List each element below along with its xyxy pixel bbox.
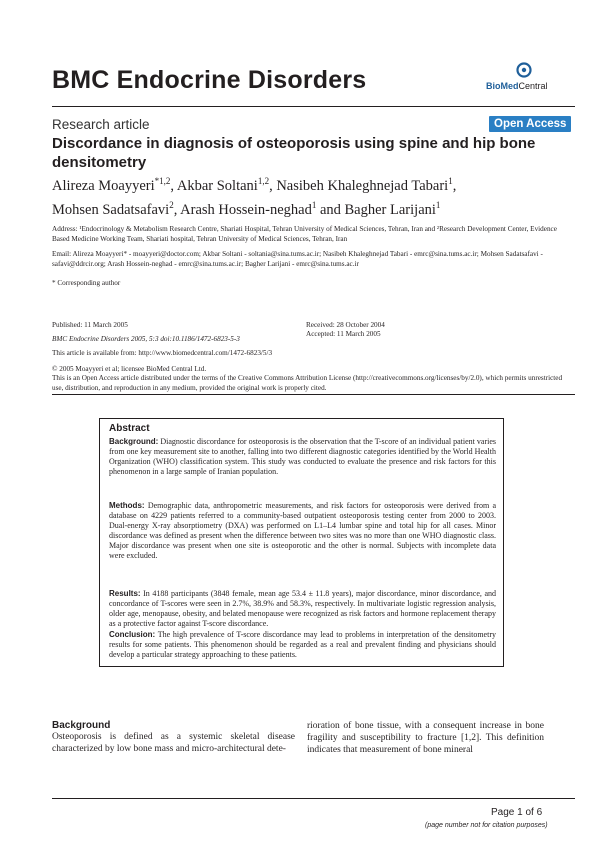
abstract-conclusion-label: Conclusion: [109, 630, 156, 639]
abstract-background [109, 437, 496, 477]
abstract-background-label: Background: [109, 437, 159, 446]
publisher-logo-text [486, 81, 548, 91]
author-name: Nasibeh Khaleghnejad Tabari [276, 177, 449, 194]
page-number-note: (page number not for citation purposes) [425, 822, 548, 829]
body-column-right: rioration of bone tissue, with a consequent increase in bone fragility and susceptibility to fracture [1,2]. This definition indicates that measurement of bone mineral [307, 721, 544, 755]
author-separator: , [269, 177, 277, 194]
abstract-box [99, 418, 504, 667]
copyright-notice: © 2005 Moayyeri et al; licensee BioMed Central Ltd. [52, 365, 207, 373]
accepted-date: Accepted: 11 March 2005 [306, 330, 381, 338]
article-type: Research article [52, 117, 150, 132]
author-name: Arash Hossein-neghad [180, 201, 312, 218]
author-list [52, 172, 572, 220]
received-date: Received: 28 October 2004 [306, 321, 385, 329]
author-address: Address: ¹Endocrinology & Metabolism Research Centre, Shariati Hospital, Tehran University of Medical Sciences, Tehran, Iran and ²Research Development Center, Evidence Based Medicine Working Team, Shariati hospital, Tehran University of Medical Sciences, Tehran, Iran [52, 225, 557, 243]
author-name: Mohsen Sadatsafavi [52, 201, 170, 218]
abstract-results-text: In 4188 participants (3848 female, mean age 53.4 ± 11.8 years), major discordance, minor discordance, and concordance of T-scores were seen in 2.7%, 38.9% and 58.3%, respectively. In multivariate logistic regression analysis, older age, menopause, obesity, and belated menopause were recognized as risk factors and hormone replacement therapy as a protective factor against T-score discordance. [109, 589, 496, 628]
abstract-methods [109, 501, 496, 561]
header-rule [52, 106, 575, 107]
logo-suffix: Central [518, 81, 548, 91]
availability-url[interactable]: This article is available from: http://www.biomedcentral.com/1472-6823/5/3 [52, 349, 273, 357]
page-number: Page 1 of 6 [491, 807, 543, 818]
abstract-conclusion [109, 630, 496, 660]
author-separator: , [173, 201, 181, 218]
author-affiliation-marks: 1 [448, 176, 453, 186]
corresponding-author-note: * Corresponding author [52, 279, 121, 287]
abstract-heading: Abstract [109, 423, 150, 434]
abstract-results-label: Results: [109, 589, 141, 598]
author-name: Akbar Soltani [176, 177, 258, 194]
biomed-central-logo-icon [516, 62, 532, 78]
article-title: Discordance in diagnosis of osteoporosis using spine and hip bone densitometry [52, 135, 536, 171]
body-column-left: Osteoporosis is defined as a systemic skeletal disease characterized by low bone mass and micro-architectural dete- [52, 732, 295, 754]
author-name: Alireza Moayyeri [52, 177, 155, 194]
publisher-logo [486, 62, 556, 96]
published-date: Published: 11 March 2005 [52, 321, 128, 329]
author-separator: , [170, 177, 177, 194]
author-affiliation-marks: 2 [169, 199, 174, 210]
author-affiliation-marks: 1 [435, 199, 441, 210]
author-name: Bagher Larijani [344, 201, 436, 218]
footer-rule [52, 798, 575, 799]
logo-brand: BioMed [486, 81, 519, 91]
metadata-rule [52, 394, 575, 395]
abstract-conclusion-text: The high prevalence of T-score discordance may lead to problems in interpretation of the densitometry results for some patients. This phenomenon should be regarded as a real and prevalent finding and physicians should develop a particular strategy approaching to these patients. [109, 630, 496, 659]
abstract-results [109, 589, 496, 629]
author-emails: Email: Alireza Moayyeri* - moayyeri@doctor.com; Akbar Soltani - soltania@sina.tums.ac.ir; Nasibeh Khaleghnejad Tabari - emrc@sina.tums.ac.ir; Mohsen Sadatsafavi - safavi@ddrcir.org; Arash Hossein-neghad - emrc@sina.tums.ac.ir; Bagher Larijani - emrc@sina.tums.ac.ir [52, 250, 543, 268]
abstract-background-text: Diagnostic discordance for osteoporosis is the observation that the T-score of an individual patient varies from one key measurement site to another, falling into two different diagnostic categories identified by the World Health Organization (WHO) classification system. This study was conducted to evaluate the presence and risk factors for this phenomenon in a large sample of Iranian population. [109, 437, 496, 476]
author-affiliation-marks: 1,2 [257, 176, 270, 186]
section-heading-background: Background [52, 720, 111, 731]
citation-line: BMC Endocrine Disorders 2005, 5:3 doi:10.1186/1472-6823-5-3 [52, 335, 240, 343]
author-affiliation-marks: 1 [311, 199, 317, 210]
journal-title: BMC Endocrine Disorders [52, 66, 367, 94]
license-statement: This is an Open Access article distributed under the terms of the Creative Commons Attribution License (http://creativecommons.org/licenses/by/2.0), which permits unrestricted use, distribution, and reproduction in any medium, provided the original work is properly cited. [52, 374, 563, 392]
author-separator: , [452, 177, 457, 194]
abstract-methods-text: Demographic data, anthropometric measurements, and risk factors for osteoporosis were derived from a database on 4229 patients referred to a community-based outpatient osteoporosis testing center from 2000 to 2003. Dual-energy X-ray absorptiometry (DXA) was performed on L1–L4 lumbar spine and total hip for all cases. Minor discordance was defined as present when the difference between two sites was no more than one WHO diagnostic class. Major discordance was present when one site is osteoporotic and the other is normal. Subjects with incomplete data were excluded. [109, 501, 496, 560]
author-affiliation-marks: *1,2 [154, 176, 171, 186]
author-separator: and [316, 201, 345, 218]
abstract-methods-label: Methods: [109, 501, 145, 510]
open-access-badge: Open Access [489, 116, 571, 132]
